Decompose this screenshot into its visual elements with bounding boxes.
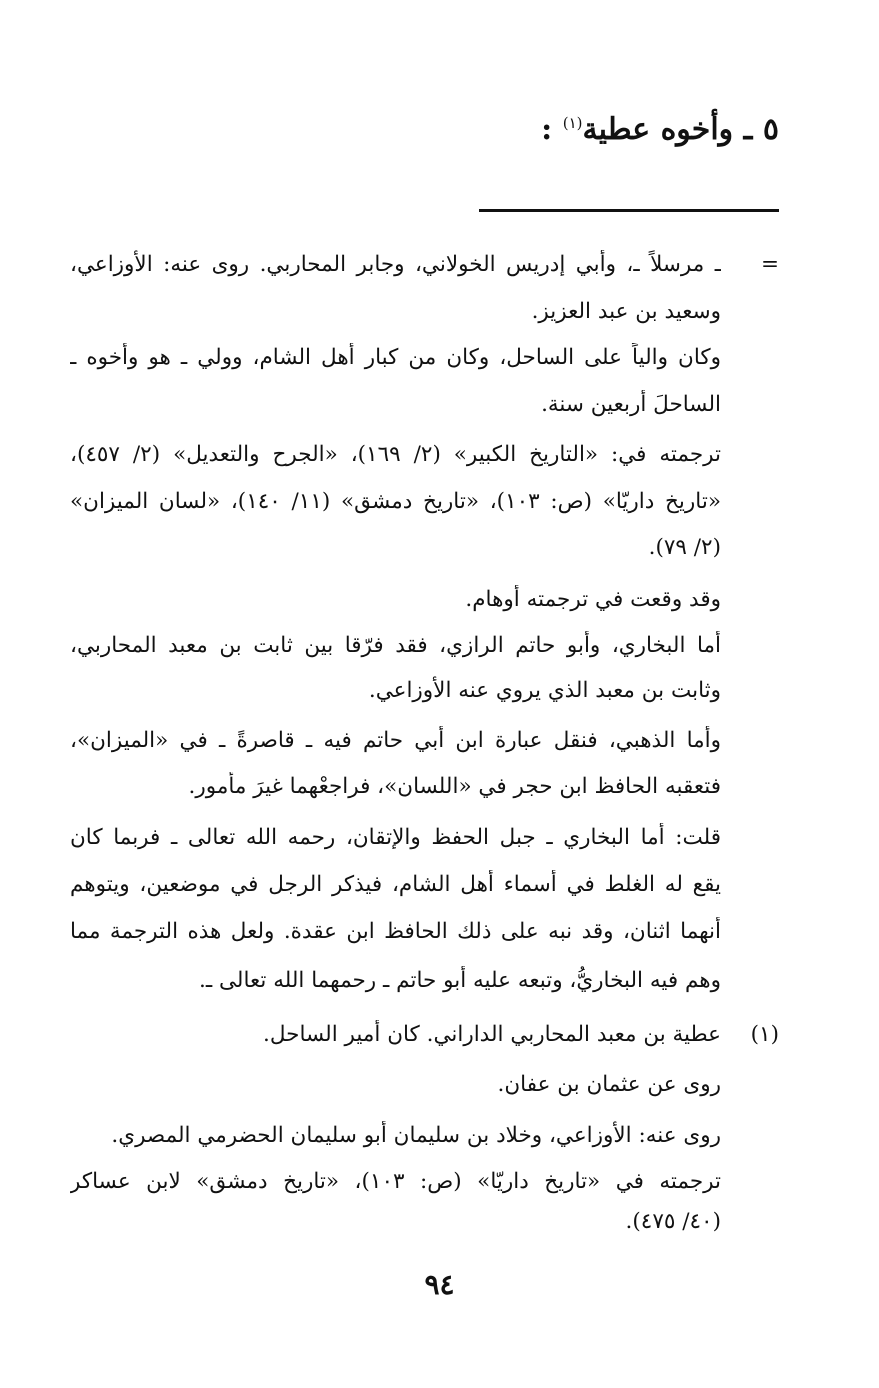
footnote-line: روى عن عثمان بن عفان.	[497, 1072, 721, 1097]
footnote-line: الساحلَ أربعين سنة.	[541, 392, 721, 417]
footnote-line: ترجمته في «تاريخ داريّا» (ص: ١٠٣)، «تاريخ دمشق» لابن عساكر	[70, 1169, 721, 1194]
footnote-separator-rule	[479, 209, 779, 212]
footnote-line: وأما الذهبي، فنقل عبارة ابن أبي حاتم فيه ـ قاصرةً ـ في «الميزان»،	[70, 728, 721, 753]
footnote-line: عطية بن معبد المحاربي الداراني. كان أمير الساحل.	[263, 1022, 721, 1047]
footnote-line: (٤٠/ ٤٧٥).	[625, 1209, 721, 1234]
footnote-line: فتعقبه الحافظ ابن حجر في «اللسان»، فراجعْهما غيرَ مأمور.	[188, 774, 721, 799]
page-number: ٩٤	[424, 1268, 455, 1301]
entry-dash: ـ	[743, 112, 753, 147]
footnote-line: وهم فيه البخاريُّ، وتبعه عليه أبو حاتم ـ رحمهما الله تعالى ـ.	[199, 968, 721, 993]
footnote-line: (٢/ ٧٩).	[648, 535, 721, 560]
footnote-line: وقد وقعت في ترجمته أوهام.	[465, 587, 721, 612]
footnote-line: ـ مرسلاً ـ، وأبي إدريس الخولاني، وجابر المحاربي. روى عنه: الأوزاعي،	[70, 252, 721, 277]
footnote-line: قلت: أما البخاري ـ جبل الحفظ والإتقان، رحمه الله تعالى ـ فربما كان	[70, 825, 721, 850]
footnote-line: وثابت بن معبد الذي يروي عنه الأوزاعي.	[368, 678, 721, 703]
footnote-marker: (١)	[750, 1022, 779, 1047]
footnote-line: وكان والياً على الساحل، وكان من كبار أهل الشام، وولي ـ هو وأخوه ـ	[70, 345, 721, 370]
footnote-line: أما البخاري، وأبو حاتم الرازي، فقد فرّقا بين ثابت بن معبد المحاربي،	[70, 633, 721, 658]
entry-title: وأخوه عطية	[582, 112, 734, 147]
footnote-reference: (١)	[562, 114, 583, 132]
footnote-line: وسعيد بن عبد العزيز.	[531, 299, 721, 324]
continuation-marker: =	[760, 252, 779, 277]
entry-number: ٥	[762, 112, 779, 147]
entry-heading	[541, 112, 779, 147]
entry-colon: :	[541, 112, 553, 147]
footnote-line: روى عنه: الأوزاعي، وخلاد بن سليمان أبو سليمان الحضرمي المصري.	[111, 1123, 721, 1148]
footnote-line: يقع له الغلط في أسماء أهل الشام، فيذكر الرجل في موضعين، ويتوهم	[70, 872, 721, 897]
footnote-line: «تاريخ داريّا» (ص: ١٠٣)، «تاريخ دمشق» (١١/ ١٤٠)، «لسان الميزان»	[70, 489, 721, 514]
footnote-line: أنهما اثنان، وقد نبه على ذلك الحافظ ابن عقدة. ولعل هذه الترجمة مما	[70, 919, 721, 944]
footnote-line: ترجمته في: «التاريخ الكبير» (٢/ ١٦٩)، «الجرح والتعديل» (٢/ ٤٥٧)،	[70, 442, 721, 467]
